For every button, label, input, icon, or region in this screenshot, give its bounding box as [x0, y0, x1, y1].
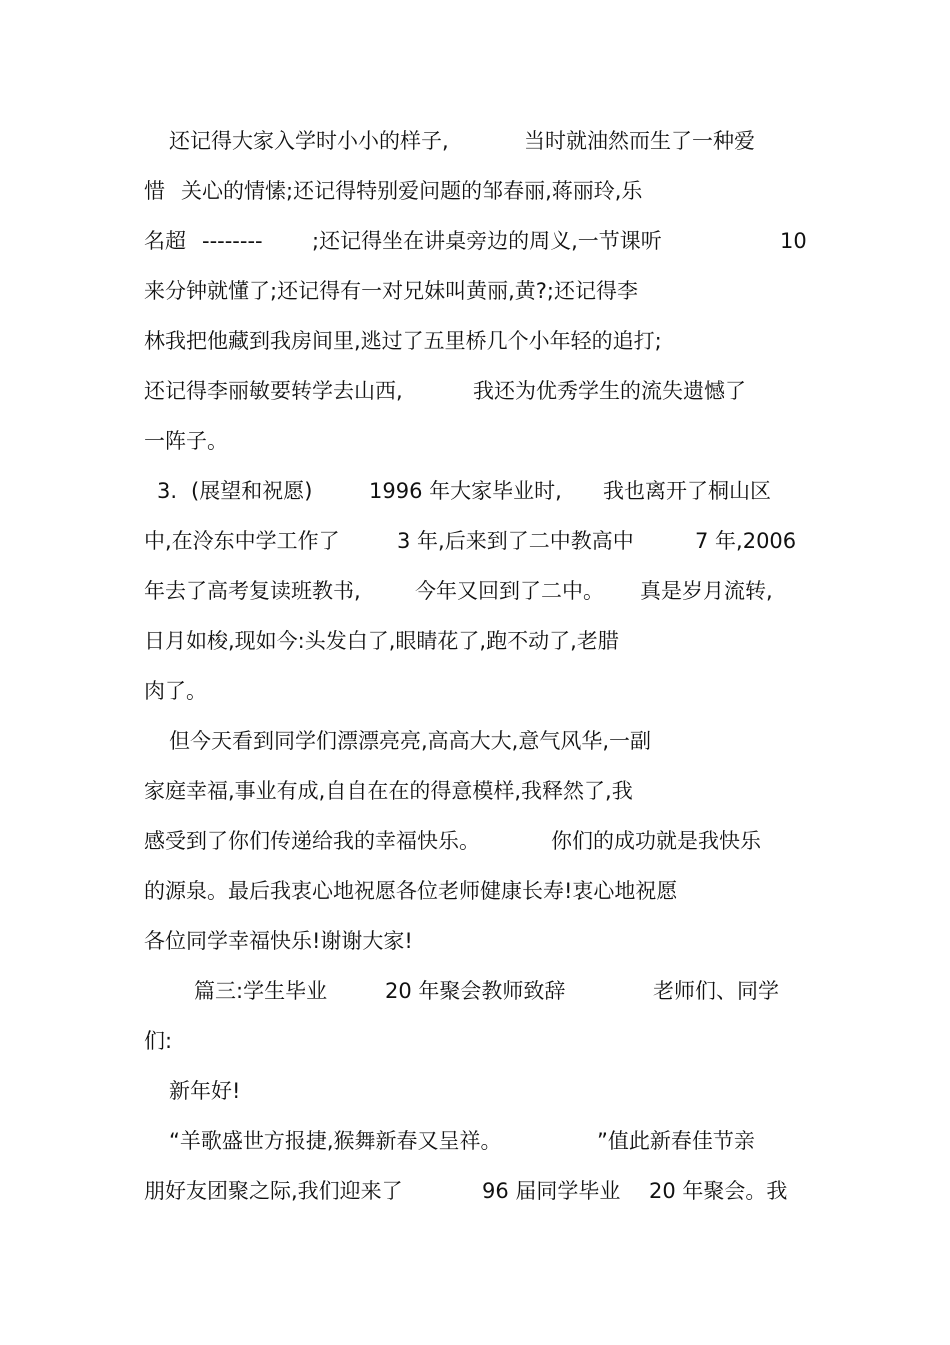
text-segment: “羊歌盛世方报捷,猴舞新春又呈祥。: [169, 1129, 502, 1153]
text-segment: 你们的成功就是我快乐: [551, 829, 761, 853]
text-segment: (展望和祝愿): [191, 479, 313, 503]
text-line: [0, 671, 950, 711]
text-segment: 惜: [144, 179, 165, 203]
text-line: [0, 471, 950, 511]
text-segment: 我还为优秀学生的流失遗憾了: [473, 379, 746, 403]
text-segment: 林我把他藏到我房间里,逃过了五里桥几个小年轻的追打;: [144, 329, 662, 353]
text-line: [0, 771, 950, 811]
text-line: [0, 1071, 950, 1111]
text-segment: 3.: [157, 479, 178, 503]
text-segment: 96 届同学毕业: [482, 1179, 621, 1203]
text-line: [0, 871, 950, 911]
text-line: [0, 171, 950, 211]
text-segment: ;还记得坐在讲桌旁边的周义,一节课听: [312, 229, 662, 253]
text-line: [0, 321, 950, 361]
text-line: [0, 621, 950, 661]
text-segment: 的源泉。最后我衷心地祝愿各位老师健康长寿!衷心地祝愿: [144, 879, 678, 903]
text-line: [0, 921, 950, 961]
text-line: [0, 971, 950, 1011]
text-segment: 来分钟就懂了;还记得有一对兄妹叫黄丽,黄?;还记得李: [144, 279, 638, 303]
text-segment: 还记得李丽敏要转学去山西,: [144, 379, 403, 403]
text-line: [0, 1021, 950, 1061]
text-segment: 1996 年大家毕业时,: [369, 479, 562, 503]
text-line: [0, 371, 950, 411]
text-line: [0, 221, 950, 261]
text-segment: 年去了高考复读班教书,: [144, 579, 361, 603]
text-segment: ”值此新春佳节亲: [597, 1129, 755, 1153]
text-line: [0, 271, 950, 311]
text-segment: 今年又回到了二中。: [415, 579, 604, 603]
text-segment: 20 年聚会。我: [649, 1179, 788, 1203]
text-segment: 还记得大家入学时小小的样子,: [169, 129, 449, 153]
text-segment: 篇三:学生毕业: [194, 979, 328, 1003]
text-segment: 我也离开了桐山区: [603, 479, 771, 503]
text-segment: 10: [780, 229, 807, 253]
text-line: [0, 821, 950, 861]
text-segment: 日月如梭,现如今:头发白了,眼睛花了,跑不动了,老腊: [144, 629, 619, 653]
text-segment: 但今天看到同学们漂漂亮亮,高高大大,意气风华,一副: [169, 729, 652, 753]
text-segment: 中,在泠东中学工作了: [144, 529, 340, 553]
text-segment: 新年好!: [169, 1079, 241, 1103]
text-line: [0, 571, 950, 611]
text-line: [0, 721, 950, 761]
text-segment: 肉了。: [144, 679, 207, 703]
text-line: [0, 121, 950, 161]
text-segment: 感受到了你们传递给我的幸福快乐。: [144, 829, 480, 853]
text-line: [0, 421, 950, 461]
text-segment: 20 年聚会教师致辞: [385, 979, 566, 1003]
text-segment: 朋好友团聚之际,我们迎来了: [144, 1179, 403, 1203]
text-segment: 名超: [144, 229, 186, 253]
text-segment: 3 年,后来到了二中教高中: [397, 529, 634, 553]
text-segment: 真是岁月流转,: [640, 579, 773, 603]
text-segment: 老师们、同学: [653, 979, 779, 1003]
text-segment: 各位同学幸福快乐!谢谢大家!: [144, 929, 413, 953]
text-segment: 7 年,2006: [695, 529, 797, 553]
text-segment: 当时就油然而生了一种爱: [524, 129, 755, 153]
text-segment: 家庭幸福,事业有成,自自在在的得意模样,我释然了,我: [144, 779, 633, 803]
text-segment: --------: [202, 229, 263, 253]
text-segment: 一阵子。: [144, 429, 228, 453]
text-line: [0, 1121, 950, 1161]
text-line: [0, 521, 950, 561]
text-segment: 们:: [144, 1029, 173, 1053]
text-segment: 关心的情愫;还记得特别爱问题的邹春丽,蒋丽玲,乐: [181, 179, 643, 203]
text-line: [0, 1171, 950, 1211]
